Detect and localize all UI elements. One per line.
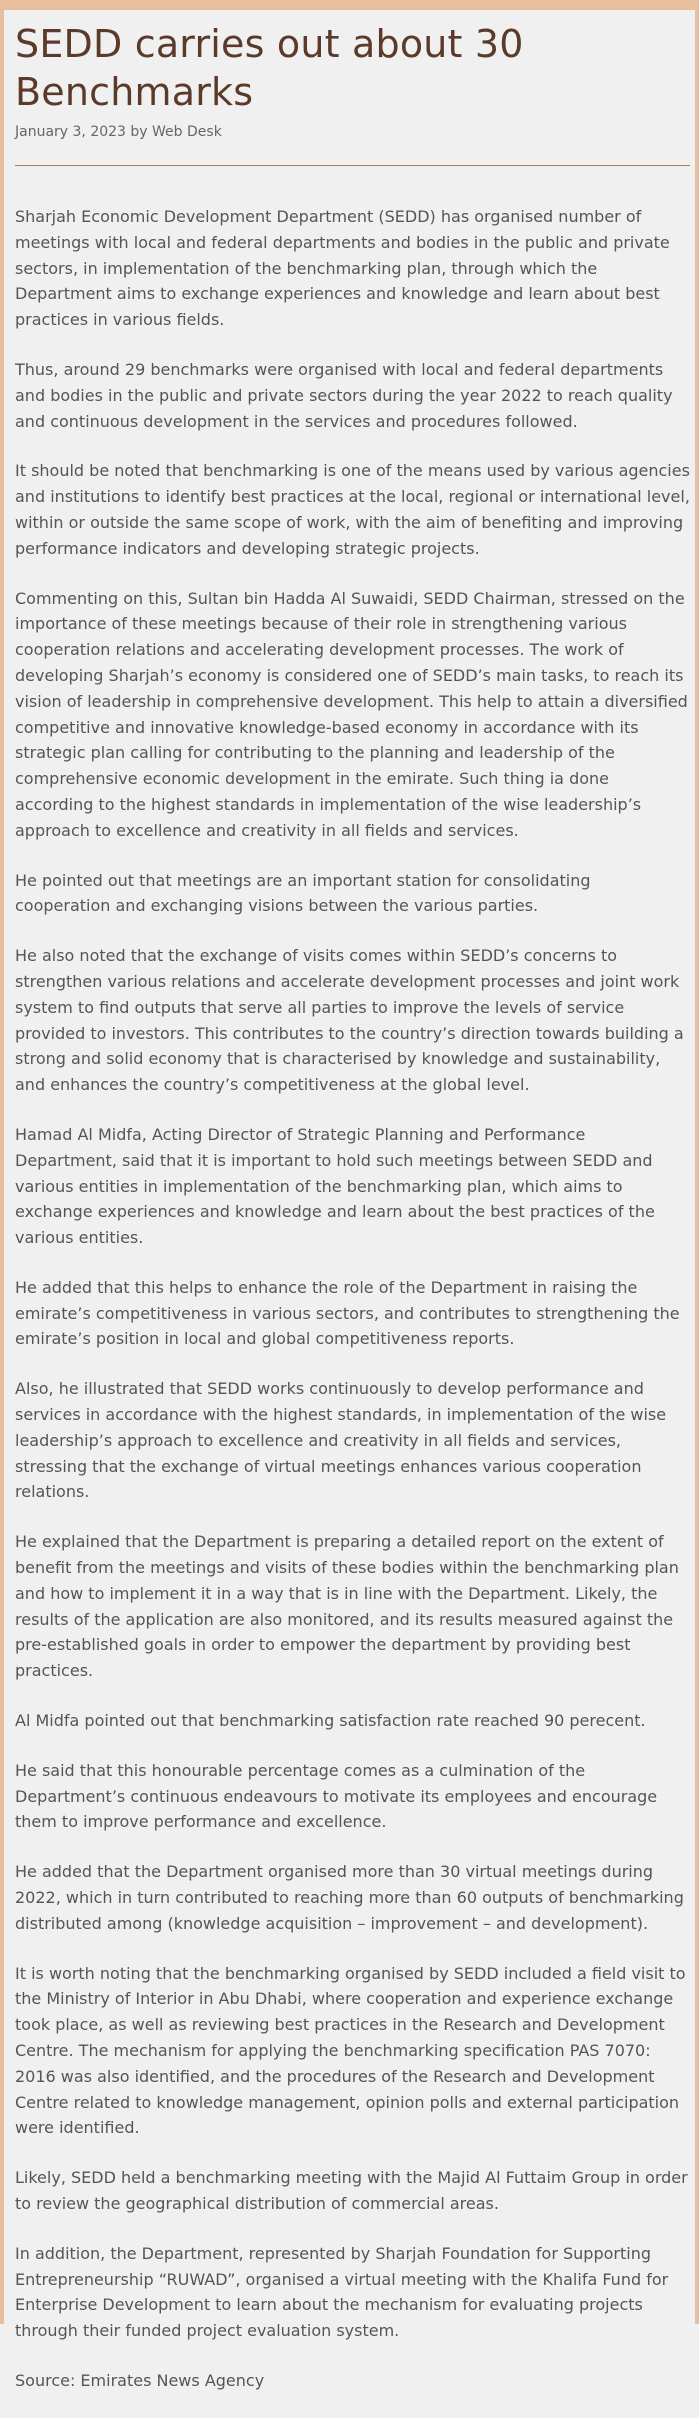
article-paragraph: Al Midfa pointed out that benchmarking satisfaction rate reached 90 perecent.	[15, 1711, 646, 1731]
article-paragraph: Commenting on this, Sultan bin Hadda Al Suwaidi, SEDD Chairman, stressed on the importance of these meetings because of their role in strengthening various cooperation relations and accelerating development processes. The work of developing Sharjah’s economy is considered one of SEDD’s main tasks, to reach its vision of leadership in comprehensive development. This help to attain a diversified competitive and innovative knowledge-based economy in accordance with its strategic plan calling for contributing to the planning and leadership of the comprehensive economic development in the emirate. Such thing ia done according to the highest standards in implementation of the wise leadership’s approach to excellence and creativity in all fields and services.	[15, 588, 688, 840]
article-meta: January 3, 2023 by Web Desk	[15, 124, 222, 140]
article-paragraph: He said that this honourable percentage comes as a culmination of the Department’s continuous endeavours to motivate its employees and encourage them to improve performance and excellence.	[15, 1760, 658, 1832]
article-paragraph: It should be noted that benchmarking is one of the means used by various agencies and institutions to identify best practices at the local, regional or international level, within or outside the same scope of work, with the aim of benefiting and improving performance indicators and developing strategic projects.	[15, 461, 690, 558]
page-right-border	[695, 0, 699, 2324]
article-paragraph: It is worth noting that the benchmarking organised by SEDD included a field visit to the Ministry of Interior in Abu Dhabi, where cooperation and experience exchange took place, as well as reviewing best practices in the Research and Development Centre. The mechanism for applying the benchmarking specification PAS 7070: 2016 was also identified, and the procedures of the Research and Development Centre related to knowledge management, opinion polls and external participation were identified.	[15, 1963, 686, 2138]
article-paragraph: He added that this helps to enhance the role of the Department in raising the emirate’s competitiveness in various sectors, and contributes to strengthening the emirate’s position in local and global competitiveness reports.	[15, 1277, 680, 1349]
page-left-border	[0, 0, 4, 2324]
article-source: Source: Emirates News Agency	[15, 2370, 265, 2390]
article-paragraph: Also, he illustrated that SEDD works continuously to develop performance and services in accordance with the highest standards, in implementation of the wise leadership’s approach to excellence and creativity in all fields and services, stressing that the exchange of virtual meetings enhances various cooperation relations.	[15, 1379, 667, 1502]
article-paragraph: Hamad Al Midfa, Acting Director of Strategic Planning and Performance Department, said that it is important to hold such meetings between SEDD and various entities in implementation of the benchmarking plan, which aims to exchange experiences and knowledge and learn about the best practices of the various entities.	[15, 1124, 655, 1248]
article-body	[15, 204, 690, 2394]
article-paragraph: In addition, the Department, represented by Sharjah Foundation for Supporting Entrepreneurship “RUWAD”, organised a virtual meeting with the Khalifa Fund for Enterprise Development to learn about the mechanism for evaluating projects through their funded project evaluation system.	[15, 2243, 669, 2341]
article-paragraph: He pointed out that meetings are an important station for consolidating cooperation and exchanging visions between the various parties.	[15, 870, 591, 916]
article-paragraph: Likely, SEDD held a benchmarking meeting with the Majid Al Futtaim Group in order to review the geographical distribution of commercial areas.	[15, 2168, 688, 2213]
article-paragraph: He explained that the Department is preparing a detailed report on the extent of benefit from the meetings and visits of these bodies within the benchmarking plan and how to implement it in a way that is in line with the Department. Likely, the results of the application are also monitored, and its results measured against the pre-established goals in order to empower the department by providing best practices.	[15, 1532, 679, 1681]
article-title: SEDD carries out about 30 Benchmarks	[15, 22, 524, 114]
title-divider	[15, 165, 690, 166]
page-top-border	[0, 0, 699, 10]
article-paragraph: Sharjah Economic Development Department (SEDD) has organised number of meetings with local and federal departments and bodies in the public and private sectors, in implementation of the benchmarking plan, through which the Department aims to exchange experiences and knowledge and learn about best practices in various fields.	[15, 207, 670, 330]
article-paragraph: Thus, around 29 benchmarks were organised with local and federal departments and bodies in the public and private sectors during the year 2022 to reach quality and continuous development in the services and procedures followed.	[15, 359, 673, 431]
article-paragraph: He added that the Department organised more than 30 virtual meetings during 2022, which in turn contributed to reaching more than 60 outputs of benchmarking distributed among (knowledge acquisition – improvement – and development).	[15, 1862, 684, 1933]
news-article	[15, 20, 690, 2418]
article-paragraph: He also noted that the exchange of visits comes within SEDD’s concerns to strengthen various relations and accelerate development processes and joint work system to find outputs that serve all parties to improve the levels of service provided to investors. This contributes to the country’s direction towards building a strong and solid economy that is characterised by knowledge and sustainability, and enhances the country’s competitiveness at the global level.	[15, 946, 684, 1095]
